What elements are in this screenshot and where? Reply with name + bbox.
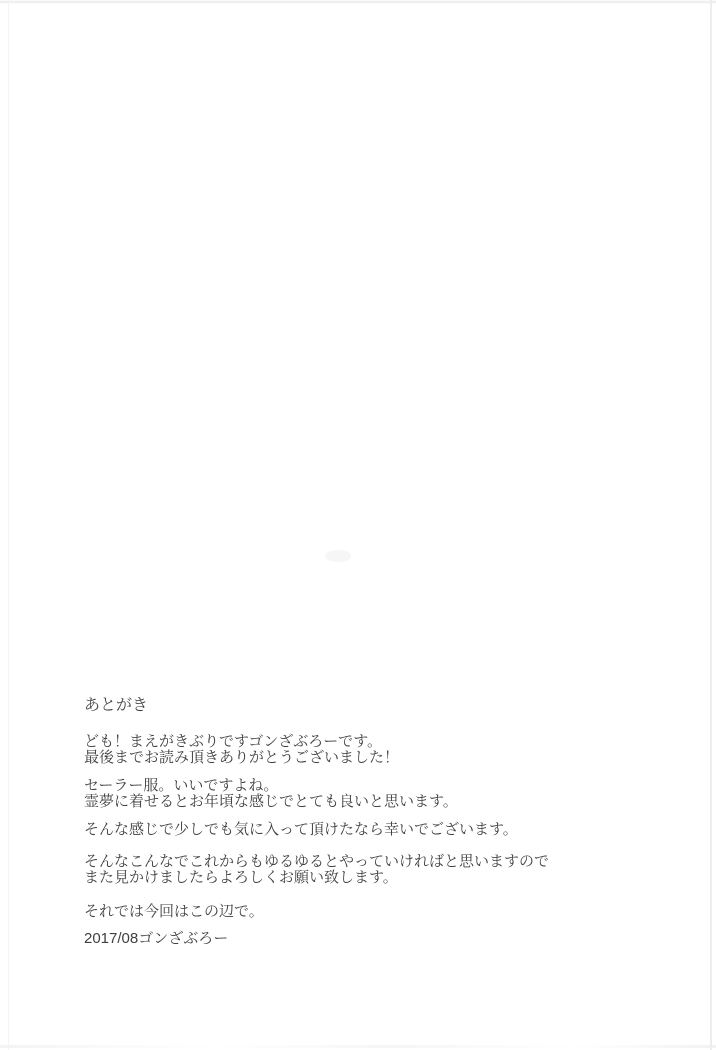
afterword-block — [84, 697, 644, 947]
afterword-paragraph-sailor — [84, 778, 644, 810]
afterword-paragraph-closing — [84, 904, 644, 920]
afterword-paragraph-hope — [84, 822, 644, 838]
paragraph-line: 霊夢に着せるとお年頃な感じでとても良いと思います。 — [84, 793, 458, 810]
paragraph-line: セーラー服。いいですよね。 — [84, 777, 279, 794]
paragraph-line: 最後までお読み頂きありがとうございました！ — [84, 749, 400, 766]
paragraph-line: ども！まえがきぶりですゴンざぶろーです。 — [84, 733, 383, 750]
paragraph-line: そんな感じで少しでも気に入って頂けたなら幸いでございます。 — [84, 821, 518, 838]
afterword-paragraph-greeting — [84, 734, 644, 766]
afterword-title: あとがき — [84, 697, 149, 714]
paragraph-line: また見かけましたらよろしくお願い致します。 — [84, 869, 398, 886]
signature-line: 2017/08ゴンざぶろー — [84, 930, 229, 947]
scan-edge-right — [710, 0, 712, 1050]
scan-edge-bottom — [0, 1045, 716, 1048]
scan-edge-top — [0, 0, 716, 4]
paragraph-line: そんなこんなでこれからもゆるゆるとやっていければと思いますので — [84, 853, 550, 870]
scan-smudge — [325, 550, 351, 562]
paragraph-line: それでは今回はこの辺で。 — [84, 903, 264, 920]
afterword-paragraph-future — [84, 854, 644, 886]
scan-edge-left — [8, 0, 9, 1050]
